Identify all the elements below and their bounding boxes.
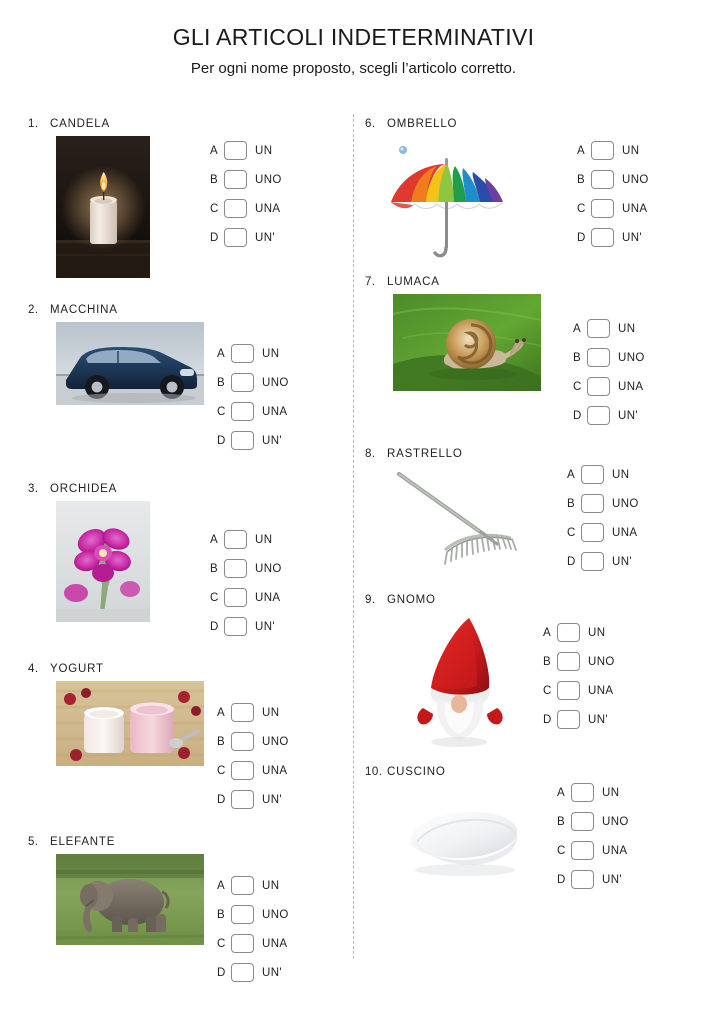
checkbox-a[interactable] bbox=[231, 876, 254, 895]
pillow-photo bbox=[393, 784, 533, 884]
answer-row bbox=[217, 727, 289, 756]
option-letter: A bbox=[217, 879, 225, 892]
answer-row bbox=[217, 929, 289, 958]
option-label: UNO bbox=[622, 173, 649, 186]
answer-row bbox=[567, 489, 639, 518]
checkbox-a[interactable] bbox=[231, 703, 254, 722]
answer-row bbox=[543, 618, 615, 647]
exercise-item-7 bbox=[365, 276, 705, 430]
item-word: GNOMO bbox=[387, 594, 436, 606]
elephant-photo bbox=[56, 854, 204, 945]
exercise-item-3 bbox=[28, 483, 368, 641]
answer-row bbox=[543, 647, 615, 676]
option-label: UNO bbox=[262, 735, 289, 748]
answer-row bbox=[577, 223, 649, 252]
checkbox-a[interactable] bbox=[224, 530, 247, 549]
item-number: 8. bbox=[365, 448, 376, 460]
item-number: 9. bbox=[365, 594, 376, 606]
answer-row bbox=[567, 547, 639, 576]
page-title: GLI ARTICOLI INDETERMINATIVI bbox=[172, 24, 535, 50]
checkbox-a[interactable] bbox=[224, 141, 247, 160]
option-letter: B bbox=[567, 497, 575, 510]
option-label: UN bbox=[588, 626, 606, 639]
option-label: UNO bbox=[618, 351, 645, 364]
checkbox-c[interactable] bbox=[571, 841, 594, 860]
checkbox-b[interactable] bbox=[557, 652, 580, 671]
exercise-item-5 bbox=[28, 836, 368, 987]
option-letter: A bbox=[557, 786, 565, 799]
answer-options bbox=[577, 136, 649, 252]
checkbox-b[interactable] bbox=[231, 732, 254, 751]
option-letter: B bbox=[577, 173, 585, 186]
checkbox-d[interactable] bbox=[231, 431, 254, 450]
answer-options bbox=[217, 698, 289, 814]
option-letter: B bbox=[217, 908, 225, 921]
checkbox-c[interactable] bbox=[587, 377, 610, 396]
answer-row bbox=[217, 900, 289, 929]
answer-row bbox=[557, 865, 629, 894]
option-label: UNA bbox=[588, 684, 614, 697]
answer-row bbox=[210, 136, 282, 165]
item-heading bbox=[365, 766, 705, 778]
checkbox-a[interactable] bbox=[587, 319, 610, 338]
item-number: 3. bbox=[28, 483, 39, 495]
option-label: UNA bbox=[618, 380, 644, 393]
checkbox-d[interactable] bbox=[591, 228, 614, 247]
snail-photo bbox=[393, 294, 541, 391]
option-letter: A bbox=[573, 322, 581, 335]
checkbox-b[interactable] bbox=[571, 812, 594, 831]
item-number: 2. bbox=[28, 304, 39, 316]
item-heading bbox=[28, 304, 368, 316]
item-word: MACCHINA bbox=[50, 304, 118, 316]
option-label: UN bbox=[262, 879, 280, 892]
option-label: UNA bbox=[262, 937, 288, 950]
checkbox-c[interactable] bbox=[224, 588, 247, 607]
option-letter: D bbox=[573, 409, 582, 422]
item-number: 7. bbox=[365, 276, 376, 288]
item-number: 10. bbox=[365, 766, 383, 778]
option-label: UNO bbox=[612, 497, 639, 510]
answer-row bbox=[573, 372, 645, 401]
checkbox-d[interactable] bbox=[224, 617, 247, 636]
item-word: RASTRELLO bbox=[387, 448, 463, 460]
option-label: UN bbox=[255, 533, 273, 546]
option-letter: C bbox=[217, 937, 226, 950]
option-label: UN' bbox=[618, 409, 639, 422]
right-column bbox=[365, 114, 705, 894]
rake-photo bbox=[385, 466, 533, 571]
answer-row bbox=[567, 518, 639, 547]
checkbox-d[interactable] bbox=[224, 228, 247, 247]
checkbox-a[interactable] bbox=[557, 623, 580, 642]
exercise-item-6 bbox=[365, 118, 705, 258]
option-letter: D bbox=[543, 713, 552, 726]
option-label: UN' bbox=[262, 966, 283, 979]
answer-row bbox=[210, 525, 282, 554]
option-label: UN bbox=[262, 706, 280, 719]
answer-row bbox=[210, 554, 282, 583]
option-letter: A bbox=[543, 626, 551, 639]
answer-row bbox=[573, 314, 645, 343]
answer-row bbox=[217, 339, 289, 368]
gnome-photo bbox=[395, 612, 525, 750]
item-number: 1. bbox=[28, 118, 39, 130]
checkbox-b[interactable] bbox=[224, 559, 247, 578]
option-label: UN bbox=[602, 786, 620, 799]
option-letter: D bbox=[210, 620, 219, 633]
answer-row bbox=[577, 136, 649, 165]
candle-photo bbox=[56, 136, 150, 278]
item-heading bbox=[365, 448, 705, 460]
option-label: UN bbox=[622, 144, 640, 157]
option-letter: A bbox=[217, 347, 225, 360]
option-letter: A bbox=[217, 706, 225, 719]
option-label: UN bbox=[618, 322, 636, 335]
option-letter: D bbox=[217, 434, 226, 447]
option-letter: D bbox=[557, 873, 566, 886]
exercise-item-8 bbox=[365, 448, 705, 576]
option-label: UNA bbox=[602, 844, 628, 857]
checkbox-d[interactable] bbox=[587, 406, 610, 425]
checkbox-c[interactable] bbox=[231, 934, 254, 953]
answer-row bbox=[217, 958, 289, 987]
item-word: CANDELA bbox=[50, 118, 110, 130]
item-word: YOGURT bbox=[50, 663, 104, 675]
option-label: UN' bbox=[255, 620, 276, 633]
checkbox-d[interactable] bbox=[231, 790, 254, 809]
option-label: UN' bbox=[588, 713, 609, 726]
exercise-item-1 bbox=[28, 118, 368, 278]
answer-row bbox=[217, 426, 289, 455]
item-word: ELEFANTE bbox=[50, 836, 116, 848]
option-letter: A bbox=[567, 468, 575, 481]
option-label: UN' bbox=[255, 231, 276, 244]
answer-row bbox=[573, 401, 645, 430]
option-letter: B bbox=[217, 735, 225, 748]
option-label: UN bbox=[612, 468, 630, 481]
option-letter: D bbox=[210, 231, 219, 244]
checkbox-b[interactable] bbox=[231, 905, 254, 924]
answer-row bbox=[567, 460, 639, 489]
answer-row bbox=[543, 676, 615, 705]
answer-options bbox=[573, 314, 645, 430]
checkbox-b[interactable] bbox=[231, 373, 254, 392]
checkbox-c[interactable] bbox=[231, 761, 254, 780]
left-column bbox=[28, 114, 368, 987]
answer-options bbox=[210, 136, 282, 252]
option-label: UNO bbox=[262, 376, 289, 389]
checkbox-a[interactable] bbox=[591, 141, 614, 160]
option-label: UNA bbox=[262, 405, 288, 418]
orchid-photo bbox=[56, 501, 150, 622]
answer-row bbox=[557, 807, 629, 836]
answer-row bbox=[557, 778, 629, 807]
answer-row bbox=[577, 165, 649, 194]
item-word: CUSCINO bbox=[387, 766, 446, 778]
answer-row bbox=[217, 756, 289, 785]
exercise-item-9 bbox=[365, 594, 705, 750]
checkbox-d[interactable] bbox=[581, 552, 604, 571]
answer-row bbox=[217, 871, 289, 900]
answer-row bbox=[543, 705, 615, 734]
option-label: UN' bbox=[602, 873, 623, 886]
item-word: LUMACA bbox=[387, 276, 440, 288]
item-heading bbox=[28, 836, 368, 848]
option-label: UNO bbox=[262, 908, 289, 921]
option-letter: C bbox=[210, 591, 219, 604]
item-number: 5. bbox=[28, 836, 39, 848]
option-label: UNO bbox=[255, 562, 282, 575]
item-heading bbox=[28, 483, 368, 495]
item-heading bbox=[365, 276, 705, 288]
option-label: UNO bbox=[255, 173, 282, 186]
answer-row bbox=[577, 194, 649, 223]
worksheet-page bbox=[0, 24, 707, 1024]
item-heading bbox=[28, 118, 368, 130]
option-letter: C bbox=[557, 844, 566, 857]
answer-options bbox=[567, 460, 639, 576]
option-letter: C bbox=[567, 526, 576, 539]
option-letter: C bbox=[543, 684, 552, 697]
option-label: UN bbox=[255, 144, 273, 157]
checkbox-c[interactable] bbox=[591, 199, 614, 218]
answer-options bbox=[557, 778, 629, 894]
answer-options bbox=[217, 339, 289, 455]
option-label: UNA bbox=[255, 591, 281, 604]
option-letter: C bbox=[217, 764, 226, 777]
answer-row bbox=[210, 165, 282, 194]
checkbox-c[interactable] bbox=[231, 402, 254, 421]
checkbox-c[interactable] bbox=[557, 681, 580, 700]
item-number: 6. bbox=[365, 118, 376, 130]
exercise-item-10 bbox=[365, 766, 705, 894]
page-subtitle: Per ogni nome proposto, scegli l’articolo corretto. bbox=[190, 60, 517, 77]
answer-row bbox=[557, 836, 629, 865]
option-label: UN' bbox=[262, 434, 283, 447]
option-label: UNO bbox=[602, 815, 629, 828]
checkbox-a[interactable] bbox=[581, 465, 604, 484]
option-letter: D bbox=[217, 793, 226, 806]
option-letter: A bbox=[210, 533, 218, 546]
option-label: UNA bbox=[622, 202, 648, 215]
checkbox-a[interactable] bbox=[231, 344, 254, 363]
umbrella-photo bbox=[375, 136, 525, 258]
option-label: UN' bbox=[612, 555, 633, 568]
item-word: OMBRELLO bbox=[387, 118, 458, 130]
checkbox-b[interactable] bbox=[591, 170, 614, 189]
exercise-item-2 bbox=[28, 304, 368, 455]
item-heading bbox=[365, 594, 705, 606]
option-letter: A bbox=[210, 144, 218, 157]
option-label: UN bbox=[262, 347, 280, 360]
option-label: UNA bbox=[262, 764, 288, 777]
option-letter: B bbox=[217, 376, 225, 389]
answer-row bbox=[210, 223, 282, 252]
option-letter: C bbox=[210, 202, 219, 215]
checkbox-b[interactable] bbox=[581, 494, 604, 513]
answer-options bbox=[217, 871, 289, 987]
answer-row bbox=[217, 397, 289, 426]
option-label: UNA bbox=[612, 526, 638, 539]
checkbox-b[interactable] bbox=[224, 170, 247, 189]
option-label: UN' bbox=[622, 231, 643, 244]
option-label: UNO bbox=[588, 655, 615, 668]
option-label: UNA bbox=[255, 202, 281, 215]
option-letter: B bbox=[543, 655, 551, 668]
answer-row bbox=[210, 583, 282, 612]
checkbox-d[interactable] bbox=[557, 710, 580, 729]
checkbox-c[interactable] bbox=[224, 199, 247, 218]
yogurt-photo bbox=[56, 681, 204, 766]
answer-row bbox=[217, 368, 289, 397]
option-letter: B bbox=[210, 173, 218, 186]
option-letter: D bbox=[217, 966, 226, 979]
checkbox-c[interactable] bbox=[581, 523, 604, 542]
answer-row bbox=[217, 785, 289, 814]
option-letter: B bbox=[210, 562, 218, 575]
checkbox-b[interactable] bbox=[587, 348, 610, 367]
answer-options bbox=[543, 618, 615, 734]
option-letter: D bbox=[577, 231, 586, 244]
option-letter: C bbox=[577, 202, 586, 215]
checkbox-d[interactable] bbox=[231, 963, 254, 982]
exercise-item-4 bbox=[28, 663, 368, 814]
option-letter: C bbox=[573, 380, 582, 393]
option-label: UN' bbox=[262, 793, 283, 806]
checkbox-d[interactable] bbox=[571, 870, 594, 889]
option-letter: D bbox=[567, 555, 576, 568]
car-photo bbox=[56, 322, 204, 405]
item-heading bbox=[28, 663, 368, 675]
item-number: 4. bbox=[28, 663, 39, 675]
item-heading bbox=[365, 118, 705, 130]
answer-row bbox=[210, 194, 282, 223]
option-letter: C bbox=[217, 405, 226, 418]
item-word: ORCHIDEA bbox=[50, 483, 118, 495]
option-letter: A bbox=[577, 144, 585, 157]
answer-row bbox=[217, 698, 289, 727]
answer-row bbox=[573, 343, 645, 372]
option-letter: B bbox=[557, 815, 565, 828]
answer-options bbox=[210, 525, 282, 641]
answer-row bbox=[210, 612, 282, 641]
checkbox-a[interactable] bbox=[571, 783, 594, 802]
option-letter: B bbox=[573, 351, 581, 364]
